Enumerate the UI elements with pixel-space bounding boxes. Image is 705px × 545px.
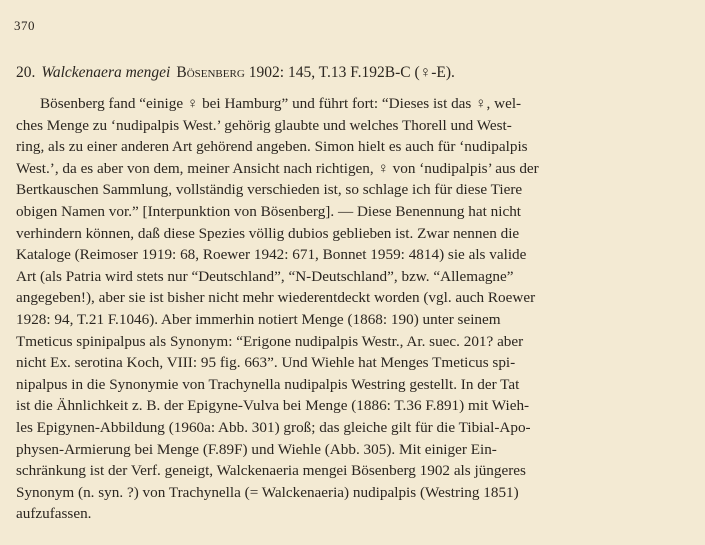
text-line: obigen Namen vor.” [Interpunktion von Bösenberg]. — Diese Benennung hat nicht [16,202,522,220]
text-line: nipalpus in die Synonymie von Trachynella nudipalpis Westring gestellt. In der Tat [16,375,520,393]
text-line: physen-Armierung bei Menge (F.89F) und Wiehle (Abb. 305). Mit einiger Ein- [16,440,497,458]
text-line: Bertkauschen Sammlung, vollständig verschieden ist, so schlage ich für diese Tiere [16,181,523,199]
species-number: 20. [16,64,36,81]
body-paragraph [16,93,700,525]
text-line: ches Menge zu ‘nudipalpis West.’ gehörig glaubte und welches Thorell und West- [16,116,512,134]
text-line: verhindern können, daß diese Spezies völlig dubios geblieben ist. Zwar nennen die [16,224,520,242]
page-number: 370 [14,18,35,33]
text-line: Bösenberg fand “einige ♀ bei Hamburg” und führt fort: “Dieses ist das ♀, wel- [40,95,522,112]
species-name: Walckenaera mengei [41,64,171,81]
text-line: Tmeticus spinipalpus als Synonym: “Erigone nudipalpis Westr., Ar. suec. 201? aber [16,332,524,350]
species-citation: 1902: 145, T.13 F.192B-C (♀-E). [248,64,455,81]
text-line: ist die Ähnlichkeit z. B. der Epigyne-Vulva bei Menge (1886: T.36 F.891) mit Wieh- [16,397,530,415]
species-author: Bösenberg [176,64,245,81]
text-line: schränkung ist der Verf. geneigt, Walckenaeria mengei Bösenberg 1902 als jüngeres [16,462,526,480]
text-line: angegeben!), aber sie ist bisher nicht mehr wiederentdeckt worden (vgl. auch Roewer [16,289,536,307]
text-line: West.’, da es aber von dem, meiner Ansicht nach richtigen, ♀ von ‘nudipalpis’ aus der [16,159,539,177]
text-line: aufzufassen. [16,505,92,523]
text-line: Kataloge (Reimoser 1919: 68, Roewer 1942: 671, Bonnet 1959: 4814) sie als valide [16,246,527,264]
species-heading [16,64,696,82]
text-line: nicht Ex. serotina Koch, VIII: 95 fig. 663”. Und Wiehle hat Menges Tmeticus spi- [16,354,516,372]
text-line: ring, als zu einer anderen Art gehörend angeben. Simon hielt es auch für ‘nudipalpis [16,138,528,156]
text-line: Synonym (n. syn. ?) von Trachynella (= Walckenaeria) nudipalpis (Westring 1851) [16,483,519,501]
text-line: 1928: 94, T.21 F.1046). Aber immerhin notiert Menge (1868: 190) unter seinem [16,310,501,328]
text-line: Art (als Patria wird stets nur “Deutschland”, “N-Deutschland”, bzw. “Allemagne” [16,267,514,285]
text-line: les Epigynen-Abbildung (1960a: Abb. 301) groß; das gleiche gilt für die Tibial-Apo- [16,418,531,436]
